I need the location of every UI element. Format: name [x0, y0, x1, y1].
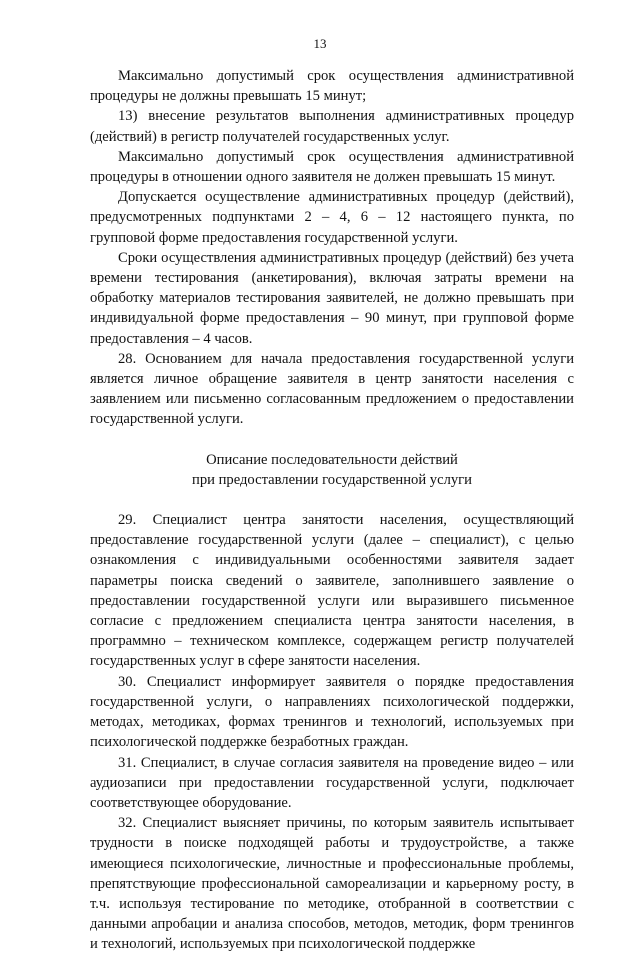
section-heading-line-2: при предоставлении государственной услуги [192, 471, 472, 488]
paragraph-31: 31. Специалист, в случае согласия заявителя на проведение видео – или аудиозаписи при предоставлении государственной услуги, подключает соответствующее оборудование. [90, 754, 574, 811]
paragraph-max-time-per-applicant: Максимально допустимый срок осуществления административной процедуры в отношении одного заявителя не должен превышать 15 минут. [90, 148, 574, 186]
paragraph-max-time-procedure: Максимально допустимый срок осуществления административной процедуры не должны превышать 15 минут; [90, 68, 574, 105]
document-body [90, 66, 574, 955]
paragraph-time-limits: Сроки осуществления административных процедур (действий) без учета времени тестирования (анкетирования), включая затраты времени на обработку материалов тестирования заявителей, не должно превышать при индивидуальной форме предоставления – 90 минут, при групповой форме предоставления – 4 часов. [90, 249, 574, 347]
paragraph-29: 29. Специалист центра занятости населения, осуществляющий предоставление государственной услуги (далее – специалист), с целью ознакомления с индивидуальными особенностями заявителя задает параметры поиска сведений о заявителе, заполнившего заявление о предоставлении государственной услуги или выразившего письменное согласие с предложением специалиста центра занятости населения, в программно – техническом комплексе, содержащем регистр получателей государственных услуг в сфере занятости населения. [90, 512, 574, 670]
paragraph-item-13: 13) внесение результатов выполнения административных процедур (действий) в регистр получателей государственных услуг. [90, 108, 574, 145]
paragraph-28: 28. Основанием для начала предоставления государственной услуги является личное обращение заявителя в центр занятости населения с заявлением или письменно согласованным предложением о предоставлении государственной услуги. [90, 350, 574, 428]
paragraph-30: 30. Специалист информирует заявителя о порядке предоставления государственной услуги, о направлениях психологической поддержки, методах, методиках, формах тренингов и технологий, используемых при психологической поддержке безработных граждан. [90, 673, 574, 751]
page-number: 13 [313, 36, 327, 51]
paragraph-32: 32. Специалист выясняет причины, по которым заявитель испытывает трудности в поиске подходящей работы и трудоустройстве, а также имеющиеся психологические, личностные и профессиональные проблемы, препятствующие профессиональной самореализации и карьерному росту, в т.ч. используя тестирование по методике, отобранной в соответствии с данными апробации и анализа способов, методов, методик, форм тренингов и технологий, используемых при психологической поддержке [90, 815, 574, 953]
section-heading [90, 450, 574, 490]
section-heading-line-1: Описание последовательности действий [206, 451, 458, 468]
paragraph-group-form: Допускается осуществление административных процедур (действий), предусмотренных подпунктами 2 – 4, 6 – 12 настоящего пункта, по групповой форме предоставления государственной услуги. [90, 189, 574, 246]
